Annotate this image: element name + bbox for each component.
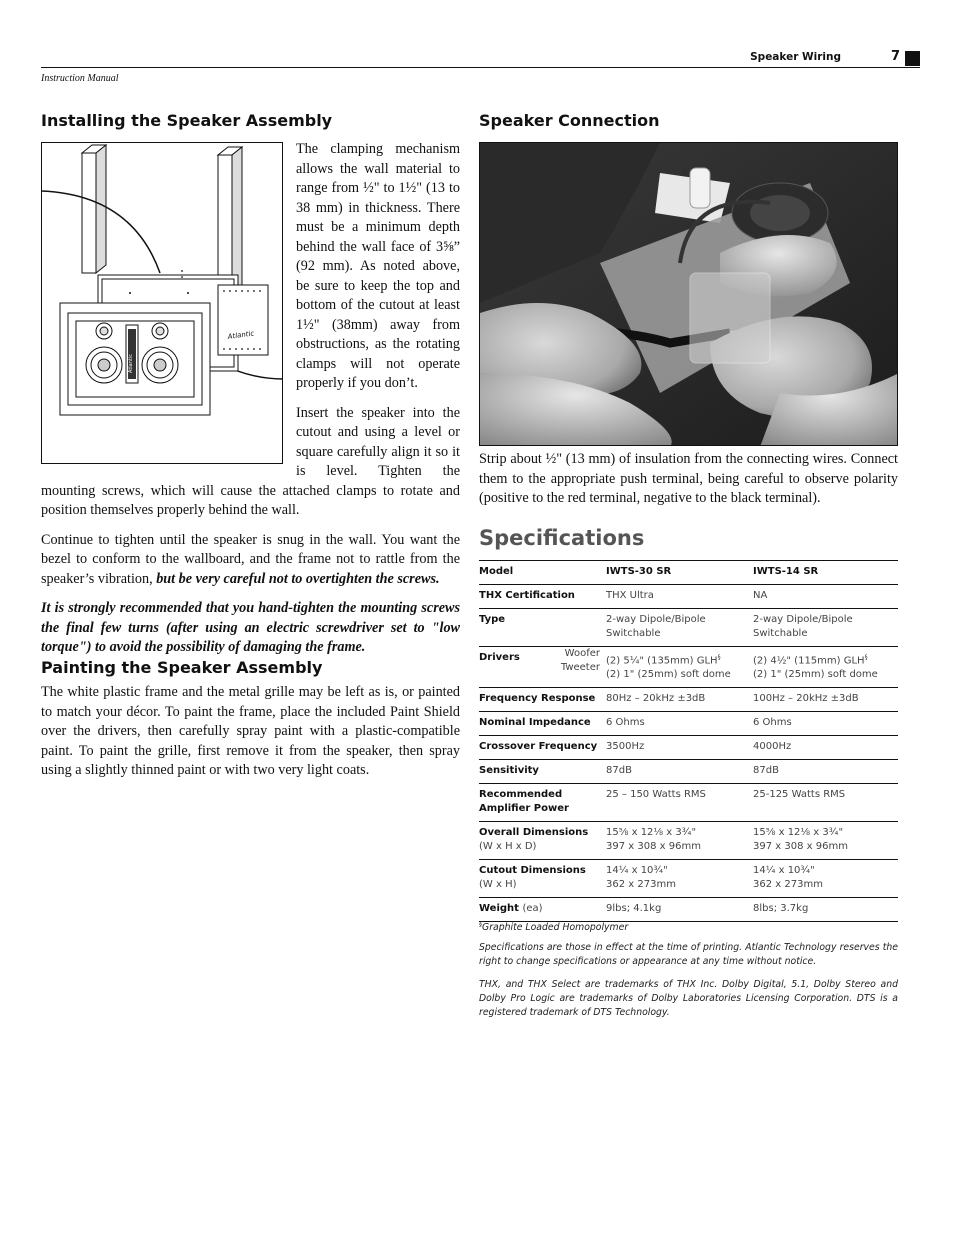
spec-value: 80Hz – 20kHz ±3dB bbox=[606, 688, 753, 712]
spec-value: 9lbs; 4.1kg bbox=[606, 898, 753, 922]
spec-value: THX Ultra bbox=[606, 585, 753, 609]
specifications-table bbox=[479, 560, 898, 922]
spec-value: 2-way Dipole/Bipole Switchable bbox=[753, 609, 898, 647]
install-paragraph-2: Insert the speaker into the cutout and using a level or square carefully align it so it is level. Tighten the mounting screws, which will cause the attached clamps to rotate and position themselves properly behind the wall. bbox=[41, 404, 460, 518]
table-row bbox=[479, 712, 898, 736]
speaker-installation-illustration bbox=[41, 142, 283, 464]
spec-value: 100Hz – 20kHz ±3dB bbox=[753, 688, 898, 712]
spec-value: 87dB bbox=[606, 760, 753, 784]
table-row bbox=[479, 822, 898, 860]
spec-value: 15⅝ x 12⅛ x 3¾" 397 x 308 x 96mm bbox=[753, 822, 898, 860]
table-row bbox=[479, 784, 898, 822]
spec-value: 25 – 150 Watts RMS bbox=[606, 784, 753, 822]
table-row bbox=[479, 760, 898, 784]
connection-heading: Speaker Connection bbox=[479, 111, 660, 130]
install-warning: It is strongly recommended that you hand-tighten the mounting screws the final few turns (after using an electric screwdriver set to "low torque") to avoid the possibility of damaging the frame. bbox=[41, 600, 460, 655]
spec-label-thx: THX Certification bbox=[479, 585, 606, 609]
spec-value: 87dB bbox=[753, 760, 898, 784]
spec-value: 14¼ x 10¾" 362 x 273mm bbox=[753, 860, 898, 898]
footnote-specifications: Specifications are those in effect at the time of printing. Atlantic Technology reserves the right to change specifications or appearance at any time without notice. bbox=[479, 942, 898, 967]
spec-value: 6 Ohms bbox=[753, 712, 898, 736]
spec-label-type: Type bbox=[479, 609, 606, 647]
table-row bbox=[479, 860, 898, 898]
svg-text:Atlantic: Atlantic bbox=[227, 329, 255, 341]
page-number: 7 bbox=[891, 49, 901, 64]
spec-label-crossover: Crossover Frequency bbox=[479, 736, 606, 760]
table-row bbox=[479, 585, 898, 609]
paint-heading: Painting the Speaker Assembly bbox=[41, 658, 323, 677]
paint-paragraph: The white plastic frame and the metal grille may be left as is, or painted to match your décor. To paint the frame, place the included Paint Shield over the drivers, then carefully spray paint with a plastic-compatible paint. To paint the grille, first remove it from the speaker, then spray using a slightly thinned paint or with two very light coats. bbox=[41, 684, 460, 778]
spec-value: 15⅝ x 12⅛ x 3¾" 397 x 308 x 96mm bbox=[606, 822, 753, 860]
spec-label-impedance: Nominal Impedance bbox=[479, 712, 606, 736]
install-paragraph-1: The clamping mechanism allows the wall material to range from ½" to 1½" (13 to 38 mm) in thickness. There must be a minimum depth behind the wall face of 3⅝” (92 mm). As noted above, be sure to keep the top and bottom of the cutout at least 1½" (38mm) away from obstructions, as the rotating clamps will not operate properly if you don’t. bbox=[296, 141, 460, 391]
spec-label-cutout: Cutout Dimensions (W x H) bbox=[479, 860, 606, 898]
spec-value: 8lbs; 3.7kg bbox=[753, 898, 898, 922]
paint-section bbox=[41, 683, 460, 781]
spec-model-a: IWTS-30 SR bbox=[606, 561, 753, 585]
spec-value: 3500Hz bbox=[606, 736, 753, 760]
spec-value: 6 Ohms bbox=[606, 712, 753, 736]
footnote-graphite: §Graphite Loaded Homopolymer bbox=[479, 921, 629, 934]
table-row bbox=[479, 736, 898, 760]
connection-section bbox=[479, 450, 898, 509]
spec-value: (2) 4½" (115mm) GLH§ (2) 1" (25mm) soft dome bbox=[753, 647, 898, 688]
specifications-heading: Specifications bbox=[479, 526, 645, 550]
table-row bbox=[479, 688, 898, 712]
footnote-trademarks: THX, and THX Select are trademarks of THX Inc. Dolby Digital, 5.1, Dolby Stereo and Dolby Pro Logic are trademarks of Dolby Laboratories Licensing Corporation. DTS is a registered trademark of DTS Technology. bbox=[479, 979, 898, 1018]
spec-value: (2) 5¼" (135mm) GLH§ (2) 1" (25mm) soft dome bbox=[606, 647, 753, 688]
spec-label-drivers: Drivers Woofer Tweeter bbox=[479, 647, 606, 688]
install-section bbox=[41, 140, 460, 668]
svg-text:Atlantic: Atlantic bbox=[128, 353, 134, 373]
spec-value: 2-way Dipole/Bipole Switchable bbox=[606, 609, 753, 647]
spec-label-weight: Weight (ea) bbox=[479, 898, 606, 922]
spec-label-frequency: Frequency Response bbox=[479, 688, 606, 712]
install-heading: Installing the Speaker Assembly bbox=[41, 111, 333, 130]
spec-value: 14¼ x 10¾" 362 x 273mm bbox=[606, 860, 753, 898]
table-row bbox=[479, 609, 898, 647]
spec-value: NA bbox=[753, 585, 898, 609]
table-row bbox=[479, 647, 898, 688]
running-header-manual: Instruction Manual bbox=[41, 73, 119, 84]
spec-label-sensitivity: Sensitivity bbox=[479, 760, 606, 784]
spec-value: 25-125 Watts RMS bbox=[753, 784, 898, 822]
running-header-section: Speaker Wiring bbox=[750, 51, 841, 63]
table-row bbox=[479, 561, 898, 585]
speaker-connection-photo bbox=[479, 142, 898, 446]
spec-label-model: Model bbox=[479, 561, 606, 585]
connection-paragraph: Strip about ½" (13 mm) of insulation from the connecting wires. Connect them to the appropriate push terminal, being careful to observe polarity (positive to the red terminal, negative to the black terminal). bbox=[479, 451, 898, 506]
spec-label-dimensions: Overall Dimensions (W x H x D) bbox=[479, 822, 606, 860]
spec-label-amplifier: Recommended Amplifier Power bbox=[479, 784, 606, 822]
spec-value: 4000Hz bbox=[753, 736, 898, 760]
install-paragraph-3: Continue to tighten until the speaker is snug in the wall. You want the bezel to conform to the wallboard, and the frame not to rattle from the speaker’s vibration, but be very careful not to overtighten the screws. bbox=[41, 531, 460, 587]
header-rule bbox=[41, 67, 920, 68]
spec-model-b: IWTS-14 SR bbox=[753, 561, 898, 585]
header-marker-block bbox=[905, 51, 920, 66]
